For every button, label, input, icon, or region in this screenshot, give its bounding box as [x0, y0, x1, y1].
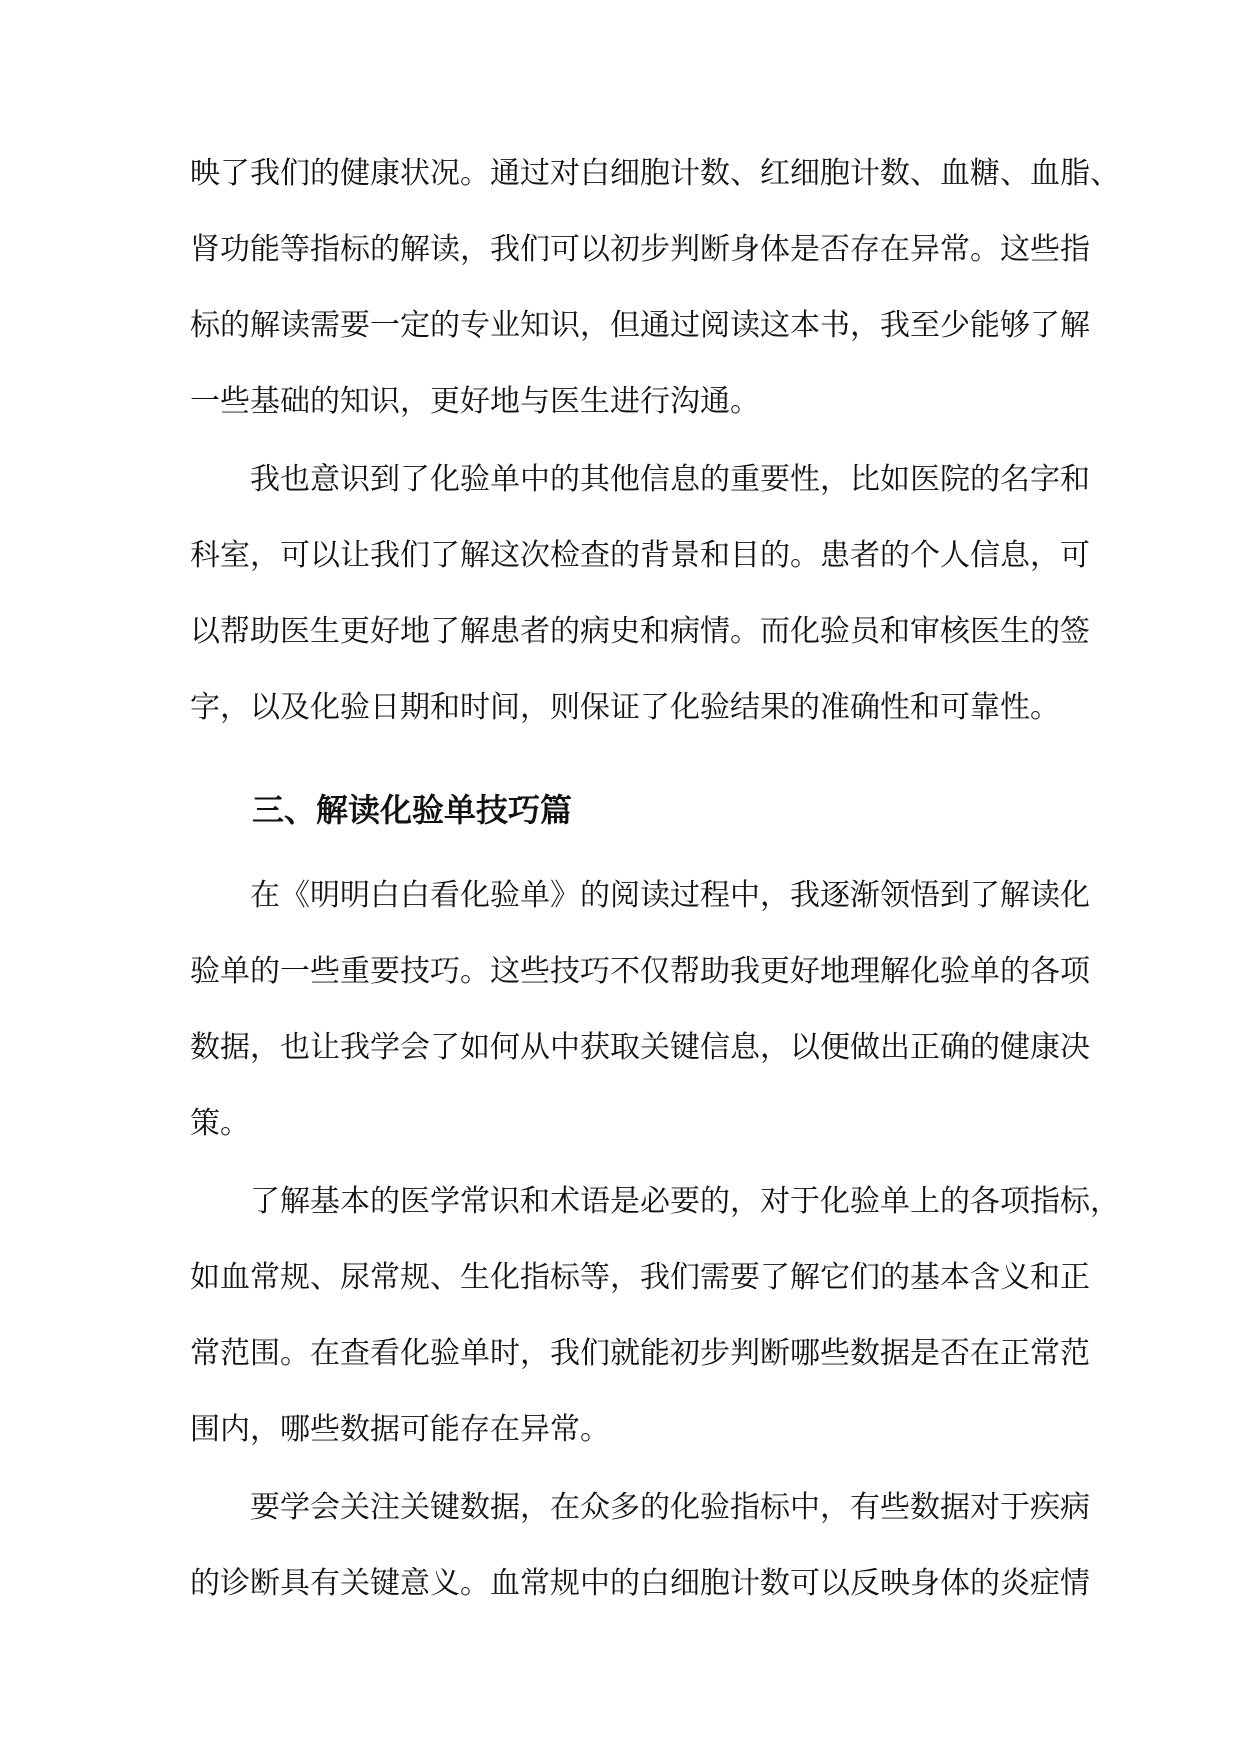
paragraph-1-line-1: 映了我们的健康状况。通过对白细胞计数、红细胞计数、血糖、血脂、: [190, 156, 1120, 191]
paragraph-1-line-3: 标的解读需要一定的专业知识，但通过阅读这本书，我至少能够了解: [190, 308, 1090, 343]
paragraph-2-line-4: 字，以及化验日期和时间，则保证了化验结果的准确性和可靠性。: [190, 690, 1060, 725]
section-paragraph-3-line-2: 的诊断具有关键意义。血常规中的白细胞计数可以反映身体的炎症情: [190, 1566, 1090, 1601]
paragraph-1-line-2: 肾功能等指标的解读，我们可以初步判断身体是否存在异常。这些指: [190, 232, 1090, 267]
paragraph-2-line-3: 以帮助医生更好地了解患者的病史和病情。而化验员和审核医生的签: [190, 614, 1090, 649]
section-paragraph-1-line-2: 验单的一些重要技巧。这些技巧不仅帮助我更好地理解化验单的各项: [190, 954, 1090, 989]
section-paragraph-2-line-2: 如血常规、尿常规、生化指标等，我们需要了解它们的基本含义和正: [190, 1260, 1090, 1295]
paragraph-2-line-1: 我也意识到了化验单中的其他信息的重要性，比如医院的名字和: [250, 462, 1090, 497]
paragraph-2-line-2: 科室，可以让我们了解这次检查的背景和目的。患者的个人信息，可: [190, 538, 1090, 573]
section-paragraph-2-line-1: 了解基本的医学常识和术语是必要的，对于化验单上的各项指标，: [250, 1184, 1120, 1219]
section-paragraph-2-line-4: 围内，哪些数据可能存在异常。: [190, 1412, 610, 1447]
paragraph-1-line-4: 一些基础的知识，更好地与医生进行沟通。: [190, 384, 760, 419]
section-paragraph-1-line-3: 数据，也让我学会了如何从中获取关键信息，以便做出正确的健康决: [190, 1030, 1090, 1065]
section-paragraph-3-line-1: 要学会关注关键数据，在众多的化验指标中，有些数据对于疾病: [250, 1490, 1090, 1525]
section-paragraph-1-line-1: 在《明明白白看化验单》的阅读过程中，我逐渐领悟到了解读化: [250, 878, 1090, 913]
section-heading: 三、解读化验单技巧篇: [252, 791, 573, 829]
section-paragraph-1-line-4: 策。: [190, 1106, 250, 1141]
section-paragraph-2-line-3: 常范围。在查看化验单时，我们就能初步判断哪些数据是否在正常范: [190, 1336, 1090, 1371]
